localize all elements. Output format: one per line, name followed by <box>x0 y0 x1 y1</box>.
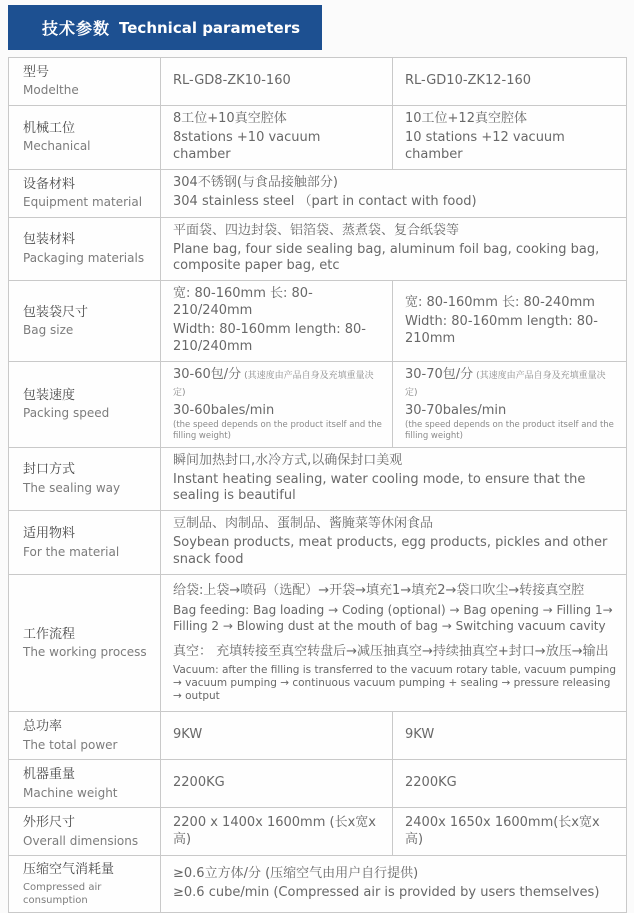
row-label <box>9 106 161 170</box>
value-line: 304不锈钢(与食品接触部分) <box>173 175 338 191</box>
value-line: ≥0.6立方体/分 (压缩空气由用户自行提供) <box>173 866 419 882</box>
row-label <box>9 575 161 712</box>
cell-packing-speed-1 <box>161 361 393 447</box>
label-en: Equipment material <box>23 195 143 210</box>
label-en: Compressed air consumption <box>23 881 102 906</box>
value-line: 2200KG <box>173 775 225 791</box>
label-en: Modelthe <box>23 83 79 98</box>
cell-packaging-materials <box>161 217 627 281</box>
label-zh: 包装速度 <box>23 387 76 403</box>
cell-machine-weight-1 <box>161 760 393 808</box>
cell-sealing-way <box>161 447 627 511</box>
value-line: 9KW <box>173 727 203 743</box>
label-en: Bag size <box>23 323 74 338</box>
label-zh: 压缩空气消耗量 <box>23 862 115 878</box>
cell-bag-size-2 <box>393 281 627 362</box>
value-line: 8stations +10 vacuum chamber <box>173 129 321 162</box>
value-line: ≥0.6 cube/min (Compressed air is provided by users themselves) <box>173 885 600 901</box>
cell-model-2 <box>393 58 627 106</box>
value-line: RL-GD8-ZK10-160 <box>173 73 291 89</box>
row-label <box>9 712 161 760</box>
cell-overall-dimensions-2 <box>393 808 627 856</box>
label-zh: 包装材料 <box>23 232 76 248</box>
label-en: Machine weight <box>23 785 118 800</box>
row-equipment-material <box>9 169 627 217</box>
cell-model-1 <box>161 58 393 106</box>
label-en: Packaging materials <box>23 250 145 265</box>
row-for-material <box>9 511 627 575</box>
value-line: 9KW <box>405 727 435 743</box>
label-en: Mechanical <box>23 139 91 154</box>
value-line: 8工位+10真空腔体 <box>173 111 287 126</box>
row-working-process <box>9 575 627 712</box>
label-zh: 型号 <box>23 64 50 80</box>
cell-for-material <box>161 511 627 575</box>
value-line: 瞬间加热封口,水冷方式,以确保封口美观 <box>173 452 403 468</box>
cell-bag-size-1 <box>161 281 393 362</box>
value-line: 2200 x 1400x 1600mm (长x宽x高) <box>173 814 376 847</box>
cell-mechanical-1 <box>161 106 393 170</box>
cell-mechanical-2 <box>393 106 627 170</box>
label-en: Overall dimensions <box>23 833 139 848</box>
value-line: Soybean products, meat products, egg products, pickles and other snack food <box>173 535 608 568</box>
rate-note-zh: (其速度由产品自身及充填重量决定) <box>173 370 374 398</box>
label-en: The total power <box>23 737 118 752</box>
label-zh: 机械工位 <box>23 120 76 136</box>
value-line: 豆制品、肉制品、蛋制品、酱腌菜等休闲食品 <box>173 516 434 532</box>
row-compressed-air <box>9 856 627 913</box>
process-bag-en: Bag feeding: Bag loading → Coding (optional) → Bag opening → Filling 1→ Filling 2 → Blowing dust at the mouth of bag → Switching vacuum cavity <box>173 602 613 633</box>
cell-total-power-1 <box>161 712 393 760</box>
cell-total-power-2 <box>393 712 627 760</box>
label-en: Packing speed <box>23 406 110 421</box>
row-sealing-way <box>9 447 627 511</box>
row-machine-weight <box>9 760 627 808</box>
row-mechanical <box>9 106 627 170</box>
row-overall-dimensions <box>9 808 627 856</box>
value-line: Plane bag, four side sealing bag, aluminum foil bag, cooking bag, composite paper bag, etc <box>173 241 600 274</box>
value-line: Width: 80-160mm length: 80-210/240mm <box>173 322 366 355</box>
label-en: For the material <box>23 544 120 559</box>
label-zh: 封口方式 <box>23 462 76 478</box>
row-label <box>9 760 161 808</box>
process-bag-zh: 给袋:上袋→喷码（选配）→开袋→填充1→填充2→袋口吹尘→转接真空腔 <box>173 583 585 599</box>
process-vacuum-en: Vacuum: after the filling is transferred to the vacuum rotary table, vacuum pumping → vacuum pumping → continuous vacuum pumping + sealing → pressure releasing → output <box>173 663 617 703</box>
label-zh: 工作流程 <box>23 626 76 642</box>
banner-title-zh: 技术参数 <box>42 19 111 38</box>
label-zh: 机器重量 <box>23 767 76 783</box>
row-bag-size <box>9 281 627 362</box>
value-line: 10工位+12真空腔体 <box>405 111 527 126</box>
label-zh: 总功率 <box>23 719 63 735</box>
value-line: Width: 80-160mm length: 80-210mm <box>405 313 598 346</box>
label-en: The sealing way <box>23 480 121 495</box>
rate-en: 30-70bales/min <box>405 402 507 418</box>
row-label <box>9 808 161 856</box>
cell-machine-weight-2 <box>393 760 627 808</box>
row-label <box>9 281 161 362</box>
value-line: 宽: 80-160mm 长: 80-210/240mm <box>173 286 313 319</box>
row-packaging-materials <box>9 217 627 281</box>
cell-packing-speed-2 <box>393 361 627 447</box>
rate-en: 30-60bales/min <box>173 402 275 418</box>
rate-line <box>405 367 616 401</box>
value-line: Instant heating sealing, water cooling mode, to ensure that the sealing is beautiful <box>173 471 586 504</box>
value-line: 2400x 1650x 1600mm(长x宽x高) <box>405 814 600 847</box>
rate-note-en: (the speed depends on the product itself and the filling weight) <box>173 419 382 441</box>
row-total-power <box>9 712 627 760</box>
cell-working-process <box>161 575 627 712</box>
row-label <box>9 217 161 281</box>
banner-title-en: Technical parameters <box>119 18 301 37</box>
label-zh: 外形尺寸 <box>23 815 76 831</box>
value-line: RL-GD10-ZK12-160 <box>405 73 532 89</box>
label-zh: 适用物料 <box>23 526 76 542</box>
row-label <box>9 58 161 106</box>
row-label <box>9 361 161 447</box>
row-label <box>9 511 161 575</box>
row-label <box>9 856 161 913</box>
spec-table <box>8 57 627 913</box>
value-line: 宽: 80-160mm 长: 80-240mm <box>405 294 595 310</box>
cell-compressed-air <box>161 856 627 913</box>
label-zh: 包装袋尺寸 <box>23 304 89 320</box>
rate-note-en: (the speed depends on the product itself and the filling weight) <box>405 419 614 441</box>
row-packing-speed <box>9 361 627 447</box>
row-label <box>9 447 161 511</box>
process-vacuum-zh: 真空： 充填转接至真空转盘后→减压抽真空→持续抽真空+封口→放压→输出 <box>173 644 609 660</box>
rate-line <box>173 367 382 401</box>
rate-note-zh: (其速度由产品自身及充填重量决定) <box>405 370 606 398</box>
row-label <box>9 169 161 217</box>
label-zh: 设备材料 <box>23 176 76 192</box>
value-line: 2200KG <box>405 775 457 791</box>
cell-overall-dimensions-1 <box>161 808 393 856</box>
rate-zh: 30-60包/分 <box>173 366 242 382</box>
value-line: 10 stations +12 vacuum chamber <box>405 129 565 162</box>
cell-equipment-material <box>161 169 627 217</box>
rate-zh: 30-70包/分 <box>405 366 474 382</box>
row-model <box>9 58 627 106</box>
technical-parameters-banner <box>8 5 322 50</box>
value-line: 平面袋、四边封袋、铝箔袋、蒸煮袋、复合纸袋等 <box>173 222 460 238</box>
label-en: The working process <box>23 645 147 660</box>
value-line: 304 stainless steel （part in contact with food) <box>173 194 477 210</box>
